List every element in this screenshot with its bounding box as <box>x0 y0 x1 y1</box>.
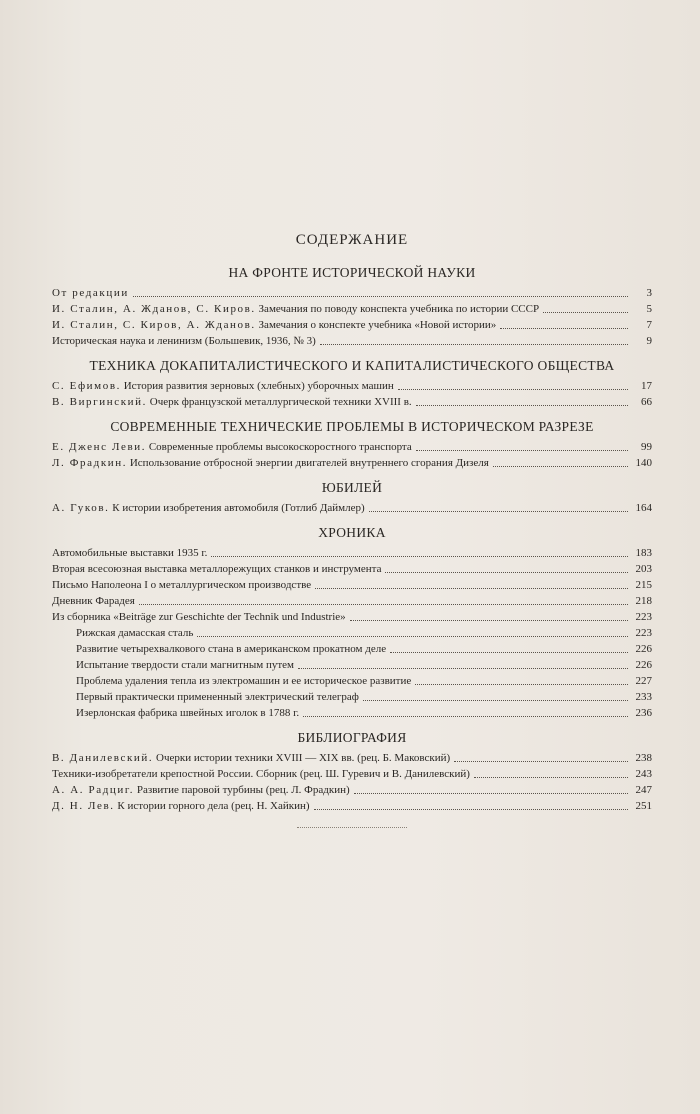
dot-leader <box>139 604 628 605</box>
page-number: 66 <box>641 396 652 408</box>
entry-title: Автомобильные выставки 1935 г. <box>52 547 208 559</box>
toc-entry <box>52 752 652 765</box>
page-number: 226 <box>635 659 652 671</box>
entry-author: От редакции <box>52 287 129 299</box>
entry-author: В. Данилевский. <box>52 752 154 764</box>
dot-leader <box>543 312 628 313</box>
entry-title: Очерки истории техники XVIII — XIX вв. (рец. Б. Маковский) <box>156 752 451 764</box>
section-title: СОВРЕМЕННЫЕ ТЕХНИЧЕСКИЕ ПРОБЛЕМЫ В ИСТОРИЧЕСКОМ РАЗРЕЗЕ <box>110 419 594 434</box>
entry-title: Письмо Наполеона I о металлургическом производстве <box>52 579 312 591</box>
section-title: ХРОНИКА <box>318 525 386 540</box>
toc-entry <box>52 335 652 348</box>
entry-text <box>52 319 496 332</box>
toc-entry <box>52 396 652 409</box>
dot-leader <box>398 389 628 390</box>
entry-text <box>52 335 316 348</box>
entry-title: Историческая наука и ленинизм (Большевик, 1936, № 3) <box>52 335 316 347</box>
entry-title: Первый практически примененный электрический телеграф <box>76 691 359 703</box>
toc-entry <box>52 563 652 576</box>
page-number: 226 <box>635 643 652 655</box>
toc-entry <box>52 800 652 813</box>
entry-author: Л. Фрадкин. <box>52 457 128 469</box>
dot-leader <box>303 716 628 717</box>
page-number: 247 <box>635 784 652 796</box>
toc-entry <box>52 579 652 592</box>
page-number: 243 <box>635 768 652 780</box>
page-number: 223 <box>635 611 652 623</box>
dot-leader <box>474 777 628 778</box>
section-title: ТЕХНИКА ДОКАПИТАЛИСТИЧЕСКОГО И КАПИТАЛИСТИЧЕСКОГО ОБЩЕСТВА <box>89 358 615 373</box>
entry-text <box>52 380 394 393</box>
dot-leader <box>197 636 628 637</box>
dot-leader <box>369 511 628 512</box>
entry-text <box>52 752 450 765</box>
toc-entry <box>52 675 652 688</box>
page-number: 223 <box>635 627 652 639</box>
entry-author: Д. Н. Лев. <box>52 800 115 812</box>
entry-title: Из сборника «Beiträge zur Geschichte der Technik und Industrie» <box>52 611 346 623</box>
entry-text <box>52 800 310 813</box>
dot-leader <box>415 684 628 685</box>
toc-entry <box>52 627 652 640</box>
entry-title: Дневник Фарадея <box>52 595 135 607</box>
entry-text <box>52 611 346 624</box>
dot-leader <box>416 450 628 451</box>
entry-text <box>76 627 193 640</box>
entry-text <box>76 691 359 704</box>
entry-text <box>52 287 129 300</box>
dot-leader <box>298 668 628 669</box>
page-title: СОДЕРЖАНИЕ <box>295 232 409 248</box>
entry-text <box>52 784 350 797</box>
entry-author: А. Гуков. <box>52 502 110 514</box>
entry-title: Изерлонская фабрика швейных иголок в 1788 г. <box>76 707 300 719</box>
entry-text <box>52 563 381 576</box>
dot-leader <box>416 405 628 406</box>
entry-text <box>52 768 470 781</box>
entry-author: И. Сталин, А. Жданов, С. Киров. <box>52 303 256 315</box>
page-number: 238 <box>635 752 652 764</box>
page-number: 251 <box>635 800 652 812</box>
dot-leader <box>320 344 628 345</box>
entry-title: Развитие паровой турбины (рец. Л. Фрадкин) <box>136 784 350 796</box>
toc-entry <box>52 457 652 470</box>
page-number: 218 <box>635 595 652 607</box>
entry-author: А. А. Радциг. <box>52 784 135 796</box>
entry-title: Использование отбросной энергии двигателей внутреннего сгорания Дизеля <box>129 457 489 469</box>
entry-text <box>52 502 365 515</box>
entry-title: Замечания о конспекте учебника «Новой истории» <box>258 319 497 331</box>
toc-entry <box>52 287 652 300</box>
toc-entry <box>52 659 652 672</box>
toc-entry <box>52 784 652 797</box>
entry-title: Замечания по поводу конспекта учебника по истории СССР <box>258 303 540 315</box>
section-title: НА ФРОНТЕ ИСТОРИЧЕСКОЙ НАУКИ <box>228 265 476 280</box>
page-number: 215 <box>635 579 652 591</box>
entry-title: Техники-изобретатели крепостной России. Сборник (рец. Ш. Гуревич и В. Данилевский) <box>52 768 470 780</box>
dot-leader <box>493 466 628 467</box>
page-number: 3 <box>646 287 652 299</box>
entry-author: В. Виргинский. <box>52 396 147 408</box>
page-number: 9 <box>646 335 652 347</box>
entry-author: С. Ефимов. <box>52 380 121 392</box>
entry-text <box>76 643 386 656</box>
entry-title: Вторая всесоюзная выставка металлорежущих станков и инструмента <box>52 563 382 575</box>
toc-entry <box>52 303 652 316</box>
entry-title: Рижская дамасская сталь <box>76 627 194 639</box>
entry-text <box>52 579 311 592</box>
page-number: 17 <box>641 380 652 392</box>
toc-sections <box>52 265 652 813</box>
entry-author: Е. Дженс Леви. <box>52 441 147 453</box>
page-number: 140 <box>635 457 652 469</box>
toc-entry <box>52 611 652 624</box>
dot-leader <box>354 793 628 794</box>
entry-text <box>52 547 207 560</box>
page-number: 183 <box>635 547 652 559</box>
entry-text <box>52 595 135 608</box>
toc-entry <box>52 380 652 393</box>
toc-entry <box>52 547 652 560</box>
page-number: 236 <box>635 707 652 719</box>
toc-entry <box>52 707 652 720</box>
dot-leader <box>315 588 628 589</box>
toc-entry <box>52 691 652 704</box>
dot-leader <box>211 556 628 557</box>
end-separator <box>297 827 407 828</box>
toc-entry <box>52 643 652 656</box>
entry-title: Современные проблемы высокоскоростного транспорта <box>148 441 412 453</box>
dot-leader <box>454 761 628 762</box>
page-number: 164 <box>635 502 652 514</box>
entry-text <box>52 303 539 316</box>
toc-entry <box>52 768 652 781</box>
entry-text <box>76 707 299 720</box>
dot-leader <box>350 620 628 621</box>
entry-title: К истории горного дела (рец. Н. Хайкин) <box>117 800 310 812</box>
section-title: ЮБИЛЕЙ <box>321 480 383 495</box>
entry-title: К истории изобретения автомобиля (Готлиб Даймлер) <box>112 502 365 514</box>
toc-entry <box>52 595 652 608</box>
entry-title: История развития зерновых (хлебных) уборочных машин <box>123 380 394 392</box>
section-title: БИБЛИОГРАФИЯ <box>297 730 407 745</box>
entry-text <box>52 457 489 470</box>
entry-title: Проблема удаления тепла из электромашин и ее историческое развитие <box>76 675 412 687</box>
dot-leader <box>500 328 628 329</box>
entry-text <box>52 396 412 409</box>
dot-leader <box>314 809 628 810</box>
page-number: 233 <box>635 691 652 703</box>
page-number: 227 <box>635 675 652 687</box>
entry-title: Испытание твердости стали магнитным путем <box>76 659 295 671</box>
page-number: 5 <box>646 303 652 315</box>
entry-text <box>52 441 412 454</box>
page-number: 99 <box>641 441 652 453</box>
toc-entry <box>52 319 652 332</box>
dot-leader <box>363 700 628 701</box>
entry-title: Очерк французской металлургической техники XVIII в. <box>149 396 412 408</box>
dot-leader <box>133 296 628 297</box>
toc-entry <box>52 502 652 515</box>
entry-text <box>76 675 411 688</box>
page-number: 203 <box>635 563 652 575</box>
entry-author: И. Сталин, С. Киров, А. Жданов. <box>52 319 256 331</box>
entry-text <box>76 659 294 672</box>
page-number: 7 <box>646 319 652 331</box>
entry-title: Развитие четырехвалкового стана в американском прокатном деле <box>76 643 387 655</box>
table-of-contents <box>52 232 652 828</box>
dot-leader <box>390 652 628 653</box>
dot-leader <box>385 572 628 573</box>
toc-entry <box>52 441 652 454</box>
